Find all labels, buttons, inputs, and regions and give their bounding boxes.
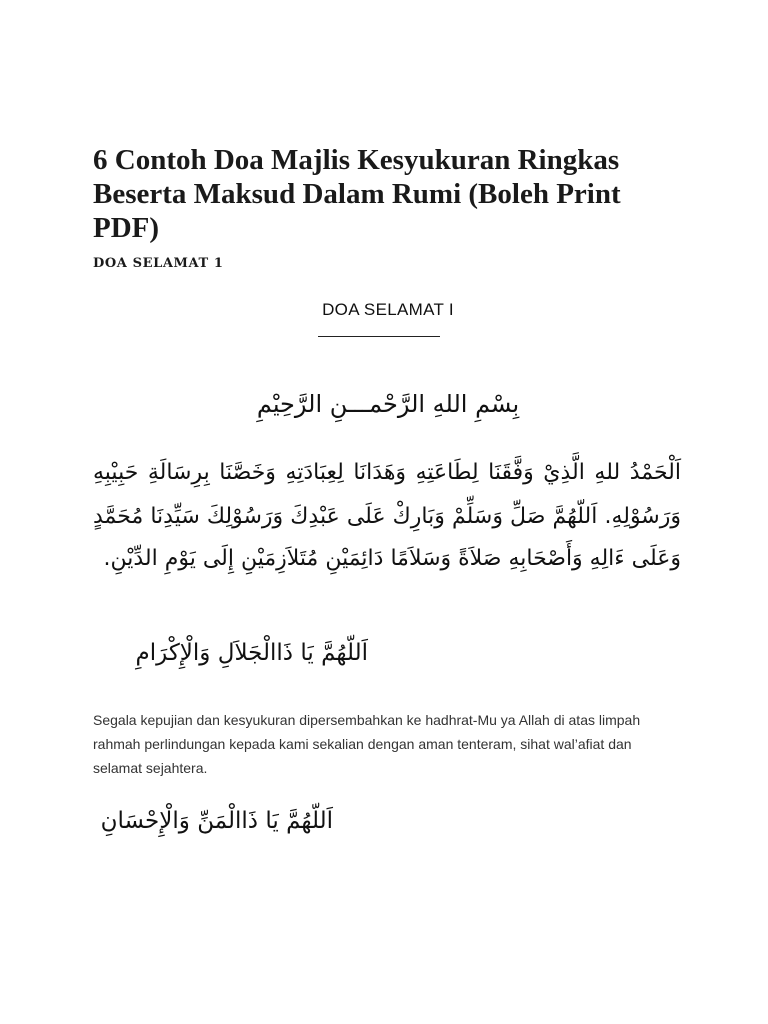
arabic-line-2: وَرَسُوْلِهِ. اَللّهُمَّ صَلِّ وَسَلِّمْ وَبَارِكْ عَلَى عَبْدِكَ وَرَسُوْلِكَ سَيِّدِنَا مُحَمَّدٍ: [93, 504, 681, 529]
basmala-text: بِسْمِ اللهِ الرَّحْمـــنِ الرَّحِيْمِ: [256, 390, 520, 418]
doa-figure-image: [93, 290, 683, 685]
arabic-invocation: اَللّهُمَّ يَا ذَاالْجَلاَلِ وَالْإِكْرَامِ: [135, 640, 368, 666]
arabic-line-3: وَعَلَى ءَالِهِ وَأَصْحَابِهِ صَلاَةً وَسَلاَمًا دَائِمَيْنِ مُتَلاَزِمَيْنِ إِلَى يَوْمِ الدِّيْنِ.: [103, 546, 681, 571]
figure-heading: DOA SELAMAT I: [322, 300, 454, 319]
section-heading: DOA SELAMAT 1: [93, 256, 224, 271]
arabic-invocation-2: اَللّهُمَّ يَا ذَاالْمَنِّ وَالْإِحْسَانِ: [100, 808, 333, 834]
arabic-line-1: اَلْحَمْدُ للهِ الَّذِيْ وَفَّقَنَا لِطَاعَتِهِ وَهَدَانَا لِعِبَادَتِهِ وَخَصَّنَا بِرِسَالَةِ حَبِيْبِهِ: [93, 460, 681, 485]
meaning-paragraph: Segala kepujian dan kesyukuran dipersembahkan ke hadhrat-Mu ya Allah di atas limpah rahmah perlindungan kepada kami sekalian dengan aman tenteram, sihat wal’afiat dan selamat sejahtera.: [93, 712, 641, 776]
heading-underline: [318, 336, 440, 337]
article-title: 6 Contoh Doa Majlis Kesyukuran Ringkas Beserta Maksud Dalam Rumi (Boleh Print PDF): [93, 144, 621, 244]
